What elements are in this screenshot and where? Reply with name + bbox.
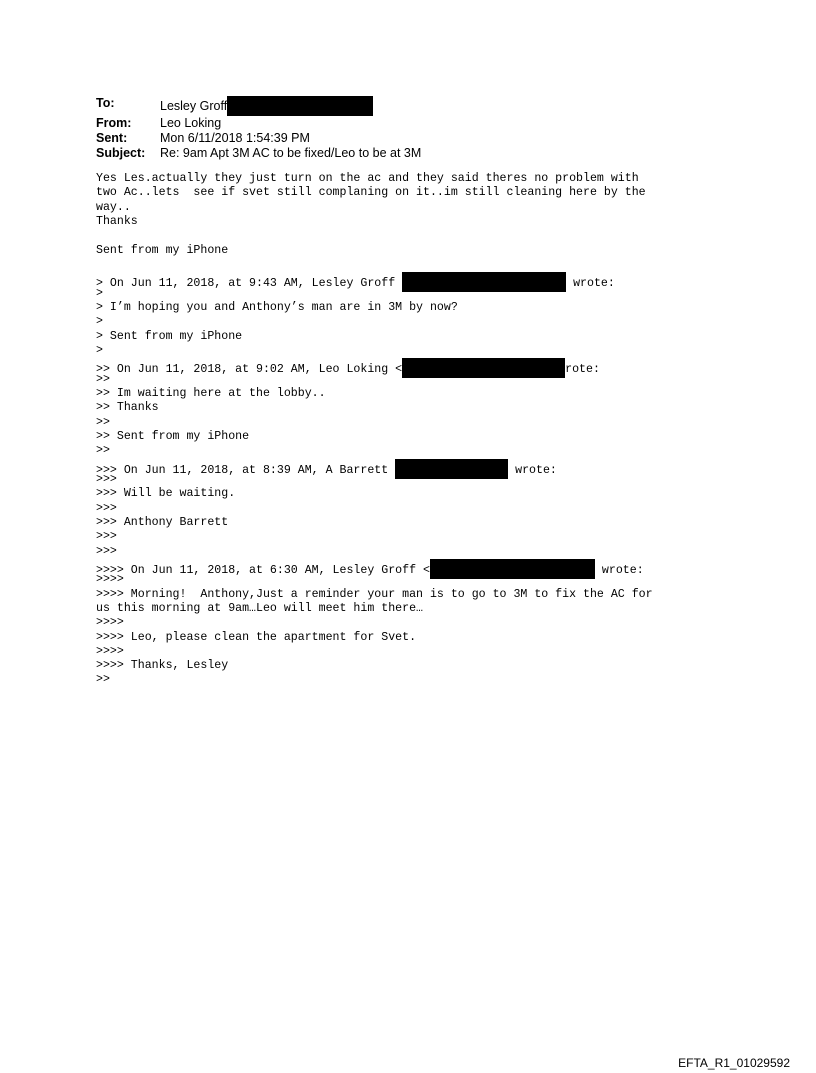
quoted-line: > Sent from my iPhone xyxy=(96,329,243,343)
body-line: Sent from my iPhone xyxy=(96,243,229,257)
document-id: EFTA_R1_01029592 xyxy=(678,1056,790,1070)
quoted-line: >>>> xyxy=(96,573,124,587)
subject-value: Re: 9am Apt 3M AC to be fixed/Leo to be at 3M xyxy=(160,146,422,160)
body-line: Thanks xyxy=(96,214,138,228)
quote-header-text: >> On Jun 11, 2018, at 9:02 AM, Leo Loking < xyxy=(96,363,403,377)
quote-header-text: > On Jun 11, 2018, at 9:43 AM, Lesley Groff xyxy=(96,277,403,291)
quoted-line xyxy=(96,459,756,477)
quoted-line xyxy=(96,559,756,577)
to-label: To: xyxy=(96,96,115,110)
quote-header-suffix: wrote: xyxy=(594,563,644,577)
body-line xyxy=(96,258,756,272)
quote-header-suffix: wrote: xyxy=(566,277,615,291)
quoted-line: >>> Anthony Barrett xyxy=(96,515,229,529)
quoted-line: >>> xyxy=(96,472,117,486)
subject-row xyxy=(96,146,421,161)
redaction-box xyxy=(430,559,595,579)
sent-label: Sent: xyxy=(96,131,128,145)
body-line: way.. xyxy=(96,200,131,214)
to-name: Lesley Groff xyxy=(160,98,228,113)
quoted-line: >> Sent from my iPhone xyxy=(96,429,250,443)
quoted-line xyxy=(96,358,756,377)
redaction-box xyxy=(402,272,566,292)
quoted-line: > xyxy=(96,343,103,357)
quote-header-suffix: rote: xyxy=(565,363,600,377)
to-value xyxy=(160,96,373,116)
email-body xyxy=(96,172,756,688)
quoted-line: > xyxy=(96,315,103,329)
quoted-line xyxy=(96,272,756,291)
redaction-box xyxy=(402,358,565,378)
from-row xyxy=(96,116,421,131)
quoted-line: >>> xyxy=(96,544,117,558)
email-header xyxy=(96,96,421,161)
quoted-line: >>>> Leo, please clean the apartment for Svet. xyxy=(96,630,417,644)
sent-value: Mon 6/11/2018 1:54:39 PM xyxy=(160,131,310,145)
quoted-line: >> xyxy=(96,415,110,429)
quoted-line: >>>> xyxy=(96,644,124,658)
quoted-line: >> Thanks xyxy=(96,401,159,415)
quote-header-text: >>> On Jun 11, 2018, at 8:39 AM, A Barrett xyxy=(96,463,396,477)
quoted-line: >> Im waiting here at the lobby.. xyxy=(96,386,326,400)
quoted-line: > I’m hoping you and Anthony’s man are in 3M by now? xyxy=(96,300,458,314)
subject-label: Subject: xyxy=(96,146,146,160)
quote-header-text: >>>> On Jun 11, 2018, at 6:30 AM, Lesley Groff < xyxy=(96,563,430,577)
body-line: Yes Les.actually they just turn on the ac and they said theres no problem with xyxy=(96,172,639,185)
quoted-line: > xyxy=(96,286,103,300)
quoted-line: >> xyxy=(96,372,110,386)
quoted-line: >> xyxy=(96,673,110,687)
quoted-line: >>> xyxy=(96,501,117,515)
quoted-line: >>>> xyxy=(96,616,124,630)
from-label: From: xyxy=(96,116,132,130)
quoted-line: >>> xyxy=(96,530,117,544)
body-line xyxy=(96,229,756,243)
sent-row xyxy=(96,131,421,146)
body-line: two Ac..lets see if svet still complaning on it..im still cleaning here by the xyxy=(96,186,646,200)
quoted-line: >>> Will be waiting. xyxy=(96,487,236,501)
quoted-line: >>>> Morning! Anthony,Just a reminder your man is to go to 3M to fix the AC for xyxy=(96,587,653,601)
to-row xyxy=(96,96,421,116)
quoted-line: >> xyxy=(96,444,110,458)
quoted-line: us this morning at 9am…Leo will meet him there… xyxy=(96,601,423,615)
from-value: Leo Loking xyxy=(160,116,222,130)
quote-header-suffix: wrote: xyxy=(508,463,557,477)
redaction-box xyxy=(227,96,373,116)
quoted-line: >>>> Thanks, Lesley xyxy=(96,659,229,673)
redaction-box xyxy=(395,459,508,479)
